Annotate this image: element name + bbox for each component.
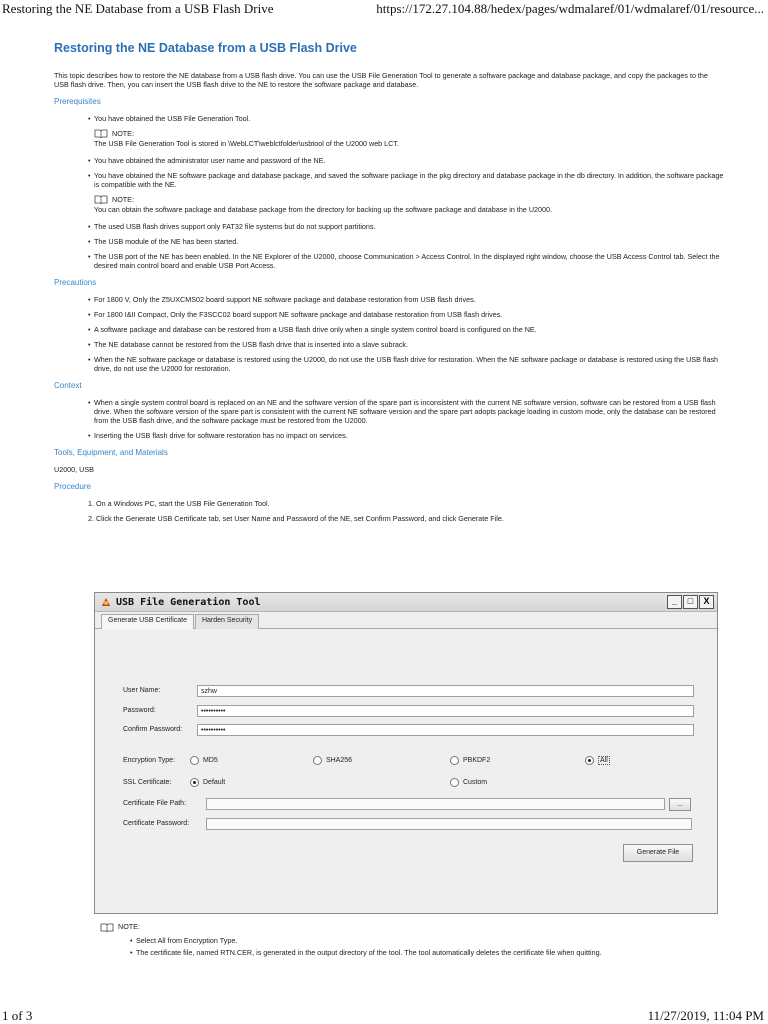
list-item: • The USB module of the NE has been started. <box>88 237 724 246</box>
encryption-type-label: Encryption Type: <box>123 757 176 764</box>
print-datetime: 11/27/2019, 11:04 PM <box>647 1008 764 1023</box>
list-item: • A software package and database can be restored from a USB flash drive only when a single system control board is configured on the NE. <box>88 325 724 334</box>
context-list <box>88 398 724 440</box>
note-label: NOTE: <box>112 129 134 138</box>
radio-all-dot <box>585 756 594 765</box>
radio-md5-label: MD5 <box>203 757 218 764</box>
confirm-password-label: Confirm Password: <box>123 726 183 733</box>
procedure-step: 1. On a Windows PC, start the USB File Generation Tool. <box>88 499 270 508</box>
list-item: • You have obtained the administrator user name and password of the NE. <box>88 156 724 165</box>
note-block <box>94 195 724 214</box>
radio-pbkdf2[interactable] <box>450 756 490 765</box>
radio-ssl-custom-label: Custom <box>463 779 488 786</box>
note-text: You can obtain the software package and database package from the directory for backing up the software package and database in the U2000. <box>94 205 553 214</box>
print-header-url[interactable]: https://172.27.104.88/hedex/pages/wdmalaref/01/wdmalaref/01/resource... <box>376 1 764 16</box>
usb-file-generation-tool-window <box>94 592 718 914</box>
note-text: The USB File Generation Tool is stored in \WebLCT\weblctfolder\usbtool of the U2000 web LCT. <box>94 139 399 148</box>
list-item: • The NE database cannot be restored from the USB flash drive that is inserted into a slave subrack. <box>88 340 724 349</box>
app-icon <box>100 596 112 608</box>
confirm-password-input[interactable]: •••••••••• <box>197 724 694 736</box>
minimize-button[interactable]: _ <box>667 595 682 609</box>
list-item: • You have obtained the USB File Generation Tool. <box>88 114 724 123</box>
section-procedure: Procedure <box>54 482 91 491</box>
list-item: • Select All from Encryption Type. <box>130 936 602 946</box>
prerequisites-list <box>88 222 724 270</box>
radio-sha256-dot <box>313 756 322 765</box>
radio-ssl-custom[interactable] <box>450 778 487 787</box>
prerequisites-list <box>88 114 724 123</box>
close-button[interactable]: X <box>699 595 714 609</box>
certificate-password-input[interactable] <box>206 818 692 830</box>
precautions-list <box>88 295 724 373</box>
radio-sha256[interactable] <box>313 756 352 765</box>
book-icon <box>100 923 114 932</box>
section-precautions: Precautions <box>54 278 97 287</box>
radio-sha256-label: SHA256 <box>326 757 353 764</box>
certificate-password-label: Certificate Password: <box>123 820 190 827</box>
certificate-file-path-input[interactable] <box>206 798 665 810</box>
list-item: • When a single system control board is replaced on an NE and the software version of the spare part is inconsistent with the current NE software version, software can be restored from a USB flash drive. When the software version of the spare part is consistent with the current NE software version and the spare part adopts package loading in custom mode, only the database can be restored from the USB flash drive, and the software package must be restored from the U2000. <box>88 398 724 425</box>
window-titlebar[interactable] <box>95 593 717 612</box>
certificate-file-path-label: Certificate File Path: <box>123 800 187 807</box>
window-title: USB File Generation Tool <box>116 596 261 608</box>
list-item: • For 1800 V, Only the Z5UXCMS02 board support NE software package and database restoration from USB flash drives. <box>88 295 724 304</box>
tab-panel <box>95 629 717 913</box>
tab-generate-usb-certificate[interactable]: Generate USB Certificate <box>101 614 194 629</box>
note-block <box>100 922 602 960</box>
generate-file-button[interactable]: Generate File <box>623 844 693 862</box>
list-item: • The used USB flash drives support only FAT32 file systems but do not support partitions. <box>88 222 724 231</box>
radio-all[interactable] <box>585 756 610 765</box>
password-input[interactable]: •••••••••• <box>197 705 694 717</box>
radio-ssl-default-dot <box>190 778 199 787</box>
radio-ssl-default-label: Default <box>203 779 226 786</box>
password-label: Password: <box>123 707 156 714</box>
tools-value: U2000, USB <box>54 465 94 474</box>
procedure-step: 2. Click the Generate USB Certificate tab, set User Name and Password of the NE, set Confirm Password, and click Generate File. <box>88 514 504 523</box>
note-label: NOTE: <box>118 922 140 931</box>
list-item: • For 1800 I&II Compact, Only the F3SCC02 board support NE software package and database restoration from USB flash drives. <box>88 310 724 319</box>
browse-button[interactable]: ... <box>669 798 691 811</box>
print-header <box>0 0 768 18</box>
radio-all-label: All <box>600 757 608 764</box>
section-prerequisites: Prerequisites <box>54 97 101 106</box>
list-item: • Inserting the USB flash drive for software restoration has no impact on services. <box>88 431 724 440</box>
print-footer <box>0 1008 768 1024</box>
radio-md5[interactable] <box>190 756 218 765</box>
radio-pbkdf2-label: PBKDF2 <box>463 757 491 764</box>
page-title: Restoring the NE Database from a USB Flash Drive <box>54 41 357 55</box>
document-body <box>54 41 724 529</box>
radio-md5-dot <box>190 756 199 765</box>
list-item: • The USB port of the NE has been enabled. In the NE Explorer of the U2000, choose Communication > Access Control. In the displayed right window, choose the USB Access Control tab. Select the desired main control board and enable USB Port Access. <box>88 252 724 270</box>
radio-ssl-default[interactable] <box>190 778 225 787</box>
user-name-input[interactable]: szhw <box>197 685 694 697</box>
tab-harden-security[interactable]: Harden Security <box>195 614 259 629</box>
section-tools: Tools, Equipment, and Materials <box>54 448 168 457</box>
ssl-certificate-label: SSL Certificate: <box>123 779 172 786</box>
maximize-button[interactable]: □ <box>683 595 698 609</box>
radio-ssl-custom-dot <box>450 778 459 787</box>
intro-paragraph: This topic describes how to restore the NE database from a USB flash drive. You can use the USB File Generation Tool to generate a software package and database package, and copy the packages to the USB flash drive. Then, you can insert the USB flash drive to the NE to restore the software package and database. <box>54 71 708 89</box>
page-number: 1 of 3 <box>2 1008 33 1023</box>
prerequisites-list <box>88 156 724 189</box>
note-list <box>130 936 602 958</box>
list-item: • When the NE software package or database is restored using the U2000, do not use the USB flash drive for restoration. When the NE software package or database is restored using the USB flash drive, do not use the U2000 for restoration. <box>88 355 724 373</box>
list-item: • The certificate file, named RTN.CER, is generated in the output directory of the tool. The tool automatically deletes the certificate file when quitting. <box>130 948 602 958</box>
procedure-steps <box>88 499 724 523</box>
print-header-title: Restoring the NE Database from a USB Flash Drive <box>2 1 274 16</box>
book-icon <box>94 129 108 138</box>
tab-bar <box>95 612 717 629</box>
section-context: Context <box>54 381 82 390</box>
list-item: • You have obtained the NE software package and database package, and saved the software package in the pkg directory and database package in the db directory. In addition, the software package is compatible with the NE. <box>88 171 724 189</box>
note-label: NOTE: <box>112 195 134 204</box>
book-icon <box>94 195 108 204</box>
user-name-label: User Name: <box>123 687 161 694</box>
radio-pbkdf2-dot <box>450 756 459 765</box>
note-block <box>94 129 724 148</box>
